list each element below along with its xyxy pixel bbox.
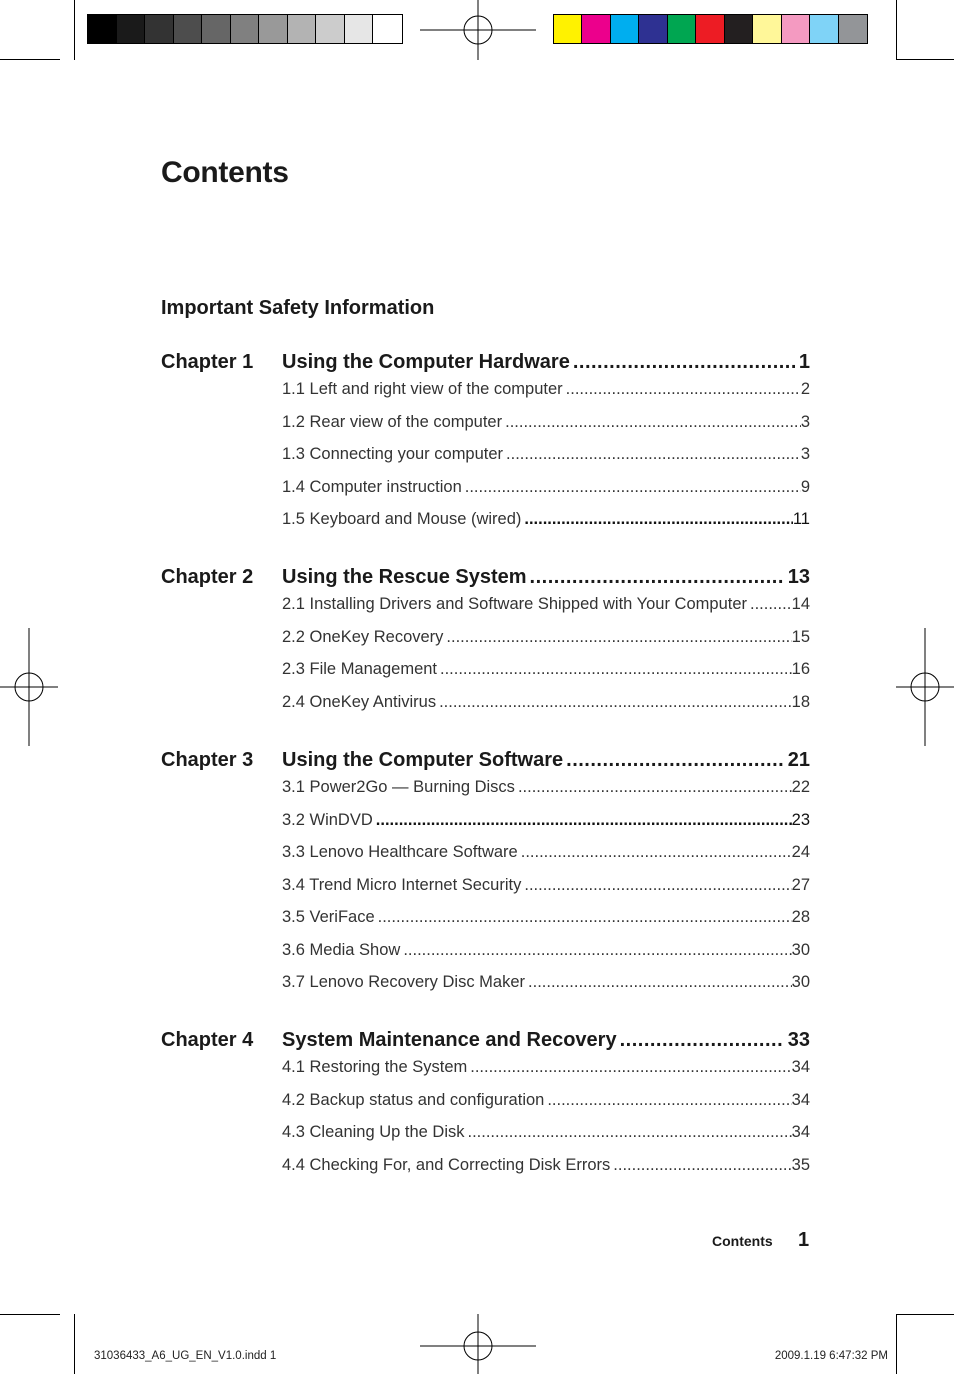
registration-mark-left (0, 628, 60, 746)
dot-leader (439, 693, 792, 712)
entry-title: 1.4 Computer instruction (282, 477, 462, 496)
toc-entry[interactable] (282, 843, 810, 862)
dot-leader (613, 1156, 791, 1175)
toc-entry[interactable] (282, 876, 810, 895)
dot-leader (506, 445, 801, 464)
dot-leader (521, 843, 792, 862)
entry-page: 2 (800, 380, 810, 398)
dot-leader (547, 1091, 791, 1110)
entry-title: 1.5 Keyboard and Mouse (wired) (282, 510, 522, 528)
color-swatch (668, 15, 696, 43)
color-swatch (554, 15, 582, 43)
dot-leader (505, 413, 801, 432)
gray-calibration-bar (87, 14, 403, 44)
dot-leader (620, 1029, 784, 1052)
entry-page: 28 (791, 908, 810, 926)
entry-page: 14 (791, 595, 810, 613)
dot-leader (524, 510, 792, 529)
entry-title: 3.1 Power2Go — Burning Discs (282, 778, 515, 796)
toc-entry[interactable] (282, 628, 810, 647)
dot-leader (440, 660, 792, 679)
entry-title: 3.7 Lenovo Recovery Disc Maker (282, 973, 526, 991)
toc-entry[interactable] (282, 1091, 810, 1110)
color-swatch (725, 15, 753, 43)
dot-leader (465, 478, 801, 497)
dot-leader (530, 566, 784, 589)
chapter-title: Using the Rescue System (282, 566, 527, 588)
toc-entry[interactable] (282, 941, 810, 960)
entry-title: 3.5 VeriFace (282, 908, 375, 926)
color-swatch (810, 15, 838, 43)
color-swatch (782, 15, 810, 43)
chapter-number: Chapter 4 (161, 1029, 254, 1051)
entry-title: 2.1 Installing Drivers and Software Shipped with Your Computer (282, 595, 748, 613)
color-swatch (753, 15, 781, 43)
chapter-title: System Maintenance and Recovery (282, 1029, 617, 1051)
entry-page: 15 (791, 627, 810, 646)
safety-info-heading: Important Safety Information (161, 297, 435, 319)
entry-title: 2.3 File Management (282, 660, 438, 678)
slug-filename: 31036433_A6_UG_EN_V1.0.indd 1 (94, 1350, 277, 1362)
chapter-number: Chapter 2 (161, 566, 254, 588)
entry-title: 2.4 OneKey Antivirus (282, 692, 437, 711)
entry-page: 27 (791, 875, 810, 894)
chapter-title: Using the Computer Hardware (282, 351, 570, 373)
page-title: Contents (161, 156, 289, 189)
entry-title: 3.3 Lenovo Healthcare Software (282, 843, 518, 861)
dot-leader (446, 628, 791, 647)
entry-page: 35 (791, 1155, 810, 1174)
chapter-heading[interactable] (161, 749, 810, 772)
registration-mark-top (418, 0, 538, 62)
toc-entry[interactable] (282, 445, 810, 464)
color-swatch (88, 15, 117, 43)
registration-mark-bottom (418, 1314, 538, 1374)
color-swatch (231, 15, 260, 43)
toc-entry[interactable] (282, 908, 810, 927)
dot-leader (518, 778, 792, 797)
color-swatch (202, 15, 231, 43)
entry-title: 3.6 Media Show (282, 940, 401, 959)
dot-leader (573, 351, 795, 374)
dot-leader (378, 908, 792, 927)
toc-entry[interactable] (282, 811, 810, 830)
entry-page: 34 (791, 1123, 810, 1141)
entry-title: 1.2 Rear view of the computer (282, 412, 503, 431)
dot-leader (524, 876, 791, 895)
toc-entry[interactable] (282, 1123, 810, 1142)
chapter-heading[interactable] (161, 1029, 810, 1052)
entry-page: 11 (792, 510, 810, 528)
footer-page-number: 1 (798, 1229, 810, 1251)
entry-page: 30 (791, 973, 810, 991)
dot-leader (403, 941, 791, 960)
color-calibration-bar (553, 14, 868, 44)
color-swatch (373, 15, 402, 43)
toc-entry[interactable] (282, 380, 810, 399)
chapter-page: 33 (787, 1029, 810, 1051)
footer-label: Contents (712, 1233, 773, 1249)
entry-title: 3.2 WinDVD (282, 810, 373, 829)
color-swatch (839, 15, 867, 43)
entry-page: 34 (791, 1090, 810, 1109)
slug-datetime: 2009.1.19 6:47:32 PM (774, 1350, 888, 1362)
color-swatch (259, 15, 288, 43)
entry-title: 2.2 OneKey Recovery (282, 627, 444, 646)
entry-page: 24 (791, 843, 810, 861)
entry-page: 3 (800, 412, 810, 431)
dot-leader (470, 1058, 791, 1077)
dot-leader (566, 380, 801, 399)
dot-leader (750, 595, 792, 614)
chapter-number: Chapter 3 (161, 749, 254, 771)
color-swatch (639, 15, 667, 43)
entry-page: 22 (791, 778, 810, 796)
entry-page: 30 (791, 940, 810, 959)
chapter-title: Using the Computer Software (282, 749, 564, 771)
toc-entry[interactable] (282, 973, 810, 992)
color-swatch (582, 15, 610, 43)
entry-page: 18 (791, 692, 810, 711)
entry-title: 4.1 Restoring the System (282, 1058, 468, 1076)
color-swatch (696, 15, 724, 43)
toc-entry[interactable] (282, 1058, 810, 1077)
registration-mark-right (894, 628, 954, 746)
color-swatch (611, 15, 639, 43)
toc-entry[interactable] (282, 510, 810, 529)
toc-entry[interactable] (282, 660, 810, 679)
entry-page: 23 (791, 810, 810, 829)
entry-title: 3.4 Trend Micro Internet Security (282, 875, 522, 894)
dot-leader (468, 1123, 792, 1142)
color-swatch (288, 15, 317, 43)
toc-entry[interactable] (282, 478, 810, 497)
entry-title: 1.3 Connecting your computer (282, 445, 504, 463)
toc-entry[interactable] (282, 595, 810, 614)
dot-leader (528, 973, 792, 992)
entry-title: 1.1 Left and right view of the computer (282, 380, 563, 398)
chapter-page: 1 (798, 351, 810, 373)
color-swatch (345, 15, 374, 43)
entry-page: 9 (800, 477, 810, 496)
color-swatch (145, 15, 174, 43)
toc-entry[interactable] (282, 778, 810, 797)
chapter-heading[interactable] (161, 351, 810, 374)
chapter-page: 13 (787, 566, 810, 588)
chapter-heading[interactable] (161, 566, 810, 589)
entry-title: 4.2 Backup status and configuration (282, 1090, 545, 1109)
chapter-number: Chapter 1 (161, 351, 254, 373)
entry-title: 4.4 Checking For, and Correcting Disk Errors (282, 1155, 611, 1174)
entry-page: 16 (791, 660, 810, 678)
entry-page: 3 (800, 445, 810, 463)
chapter-page: 21 (787, 749, 810, 771)
entry-page: 34 (791, 1058, 810, 1076)
dot-leader (566, 749, 784, 772)
color-swatch (174, 15, 203, 43)
toc-entry[interactable] (282, 1156, 810, 1175)
color-swatch (117, 15, 146, 43)
entry-title: 4.3 Cleaning Up the Disk (282, 1123, 465, 1141)
color-swatch (316, 15, 345, 43)
toc-entry[interactable] (282, 413, 810, 432)
dot-leader (376, 811, 792, 830)
toc-entry[interactable] (282, 693, 810, 712)
